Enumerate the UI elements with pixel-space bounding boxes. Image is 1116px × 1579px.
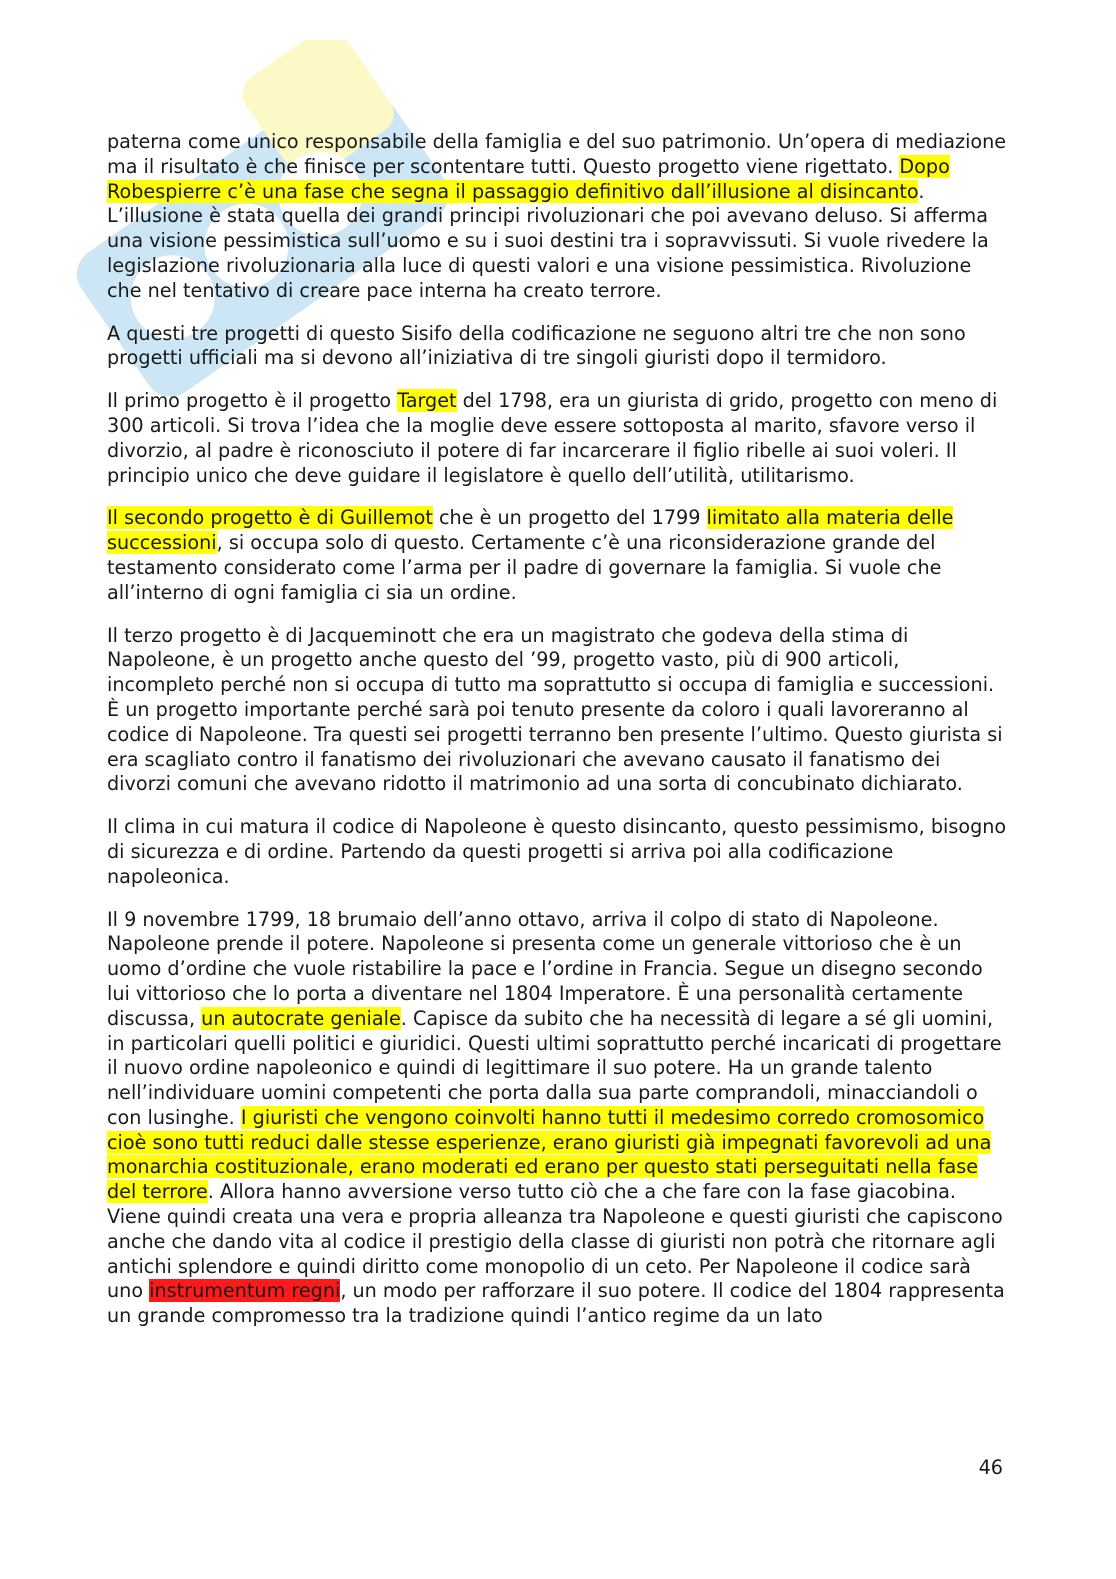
paragraph xyxy=(107,624,1007,798)
document-page xyxy=(107,130,1007,1347)
text-segment: che è un progetto del 1799 xyxy=(432,506,707,530)
text-segment: Il 9 novembre 1799, 18 brumaio dell’anno ottavo, arriva il colpo di stato di Napoleone. Napoleone prende il potere. Napoleone si presenta come un generale vittorioso che è un uomo d’ordine che vuole ristabilire la pace e l’ordine in Francia. Segue un disegno secondo lui vittorioso che lo porta a diventare nel 1804 Imperatore. È una personalità certamente discussa, xyxy=(107,907,983,1030)
page-number: 46 xyxy=(978,1456,1003,1479)
paragraph xyxy=(107,389,1007,488)
text-segment: Il clima in cui matura il codice di Napoleone è questo disincanto, questo pessimismo, bisogno di sicurezza e di ordine. Partendo da questi progetti si arriva poi alla codificazione napoleonica. xyxy=(107,815,1007,888)
highlighted-text: un autocrate geniale xyxy=(201,1006,401,1030)
paragraph xyxy=(107,506,1007,605)
text-segment: . L’illusione è stata quella dei grandi principi rivoluzionari che poi avevano deluso. Si afferma una visione pessimistica sull’uomo e su i suoi destini tra i sopravvissuti. Si vuole rivedere la legislazione rivoluzionaria alla luce di questi valori e una visione pessimistica. Rivoluzione che nel tentativo di creare pace interna ha creato terrore. xyxy=(107,179,989,302)
text-segment: . Capisce da subito che ha necessità di legare a sé gli uomini, in particolari quelli politici e giuridici. Questi ultimi soprattutto perché incaricati di progettare il nuovo ordine napoleonico e quindi di legittimare il suo potere. Ha un grande talento nell’individuare uomini competenti che porta dalla sua parte comprandoli, minacciandoli o con lusinghe. xyxy=(107,1006,1002,1129)
text-segment: Il primo progetto è il progetto xyxy=(107,389,398,413)
text-segment: Il terzo progetto è di Jacqueminott che era un magistrato che godeva della stima di Napoleone, è un progetto anche questo del ’99, progetto vasto, più di 900 articoli, incompleto perché non si occupa di tutto ma soprattutto si occupa di famiglia e successioni. È un progetto importante perché sarà poi tenuto presente da coloro i quali lavoreranno al codice di Napoleone. Tra questi sei progetti terranno ben presente l’ultimo. Questo giurista si era scagliato contro il fanatismo dei rivoluzionari che avevano causato il fanatismo dei divorzi comuni che avevano ridotto il matrimonio ad una sorta di concubinato dichiarato. xyxy=(107,623,1003,796)
highlighted-text: Dopo Robespierre c’è una fase che segna il passaggio definitivo dall’illusione al disincanto xyxy=(107,154,950,203)
highlighted-text: I giuristi che vengono coinvolti hanno tutti il medesimo corredo cromosomico cioè sono tutti reduci dalle stesse esperienze, erano giuristi già impegnati favorevoli ad una monarchia costituzionale, erano moderati ed erano per questo stati perseguitati nella fase del terrore xyxy=(107,1105,992,1204)
paragraph xyxy=(107,908,1007,1330)
paragraph xyxy=(107,130,1007,304)
text-segment: , un modo per rafforzare il suo potere. Il codice del 1804 rappresenta un grande compromesso tra la tradizione quindi l’antico regime da un lato xyxy=(107,1279,1005,1328)
text-segment: del 1798, era un giurista di grido, progetto con meno di 300 articoli. Si trova l’idea che la moglie deve essere sottoposta al marito, sfavore verso il divorzio, al padre è riconosciuto il potere di far incarcerare il figlio ribelle ai suoi voleri. Il principio unico che deve guidare il legislatore è quello dell’utilità, utilitarismo. xyxy=(107,389,998,487)
text-segment: paterna come unico responsabile della famiglia e del suo patrimonio. Un’opera di mediazione ma il risultato è che finisce per scontentare tutti. Questo progetto viene rigettato. xyxy=(107,130,1007,178)
highlighted-text: limitato alla materia delle successioni xyxy=(107,506,954,555)
paragraph xyxy=(107,322,1007,372)
text-segment: . Allora hanno avversione verso tutto ciò che a che fare con la fase giacobina. Viene quindi creata una vera e propria alleanza tra Napoleone e questi giuristi che capiscono anche che dando vita al codice il prestigio della classe di giuristi non potrà che ritornare agli antichi splendore e quindi diritto come monopolio di un ceto. Per Napoleone il codice sarà uno xyxy=(107,1180,1003,1303)
text-segment: A questi tre progetti di questo Sisifo della codificazione ne seguono altri tre che non sono progetti ufficiali ma si devono all’iniziativa di tre singoli giuristi dopo il termidoro. xyxy=(107,321,966,370)
paragraph xyxy=(107,815,1007,889)
highlighted-text: Target xyxy=(397,389,457,413)
text-segment: , si occupa solo di questo. Certamente c’è una riconsiderazione grande del testamento considerato come l’arma per il padre di governare la famiglia. Si vuole che all’interno di ogni famiglia ci sia un ordine. xyxy=(107,531,942,604)
highlighted-text: Il secondo progetto è di Guillemot xyxy=(107,506,433,530)
red-highlighted-text: instrumentum regni xyxy=(149,1279,341,1303)
